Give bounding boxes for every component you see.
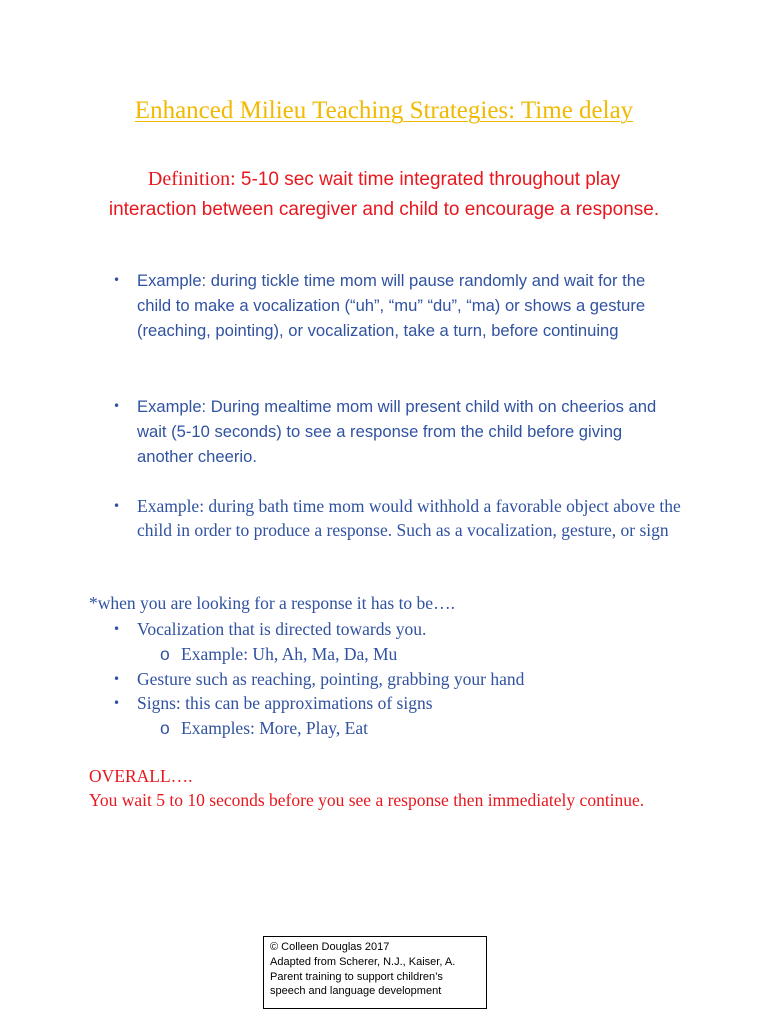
- example-text: Example: During mealtime mom will present child with on cheerios and wait (5-10 seconds) to see a response from the child before giving another cheerio.: [137, 397, 657, 466]
- citation-line: Adapted from Scherer, N.J., Kaiser, A.: [270, 955, 456, 968]
- criteria-text: Examples: More, Play, Eat: [181, 718, 368, 739]
- citation-box: [263, 936, 487, 1009]
- example-list-3: [0, 494, 682, 542]
- example-list-2: [0, 394, 677, 469]
- example-text: Example: during bath time mom would withhold a favorable object above the child in order to produce a response. Such as a vocalization, gesture, or sign: [137, 496, 681, 540]
- criteria-text: Gesture such as reaching, pointing, grabbing your hand: [137, 668, 525, 689]
- citation-line: Parent training to support children’s: [270, 970, 443, 983]
- criteria-item: [0, 617, 524, 642]
- overall-summary: [89, 764, 679, 812]
- criteria-item: [0, 667, 524, 692]
- citation-line: speech and language development: [270, 985, 442, 998]
- page-title: [0, 96, 768, 126]
- bullet-marker: •: [113, 696, 121, 711]
- criteria-text: Vocalization that is directed towards you.: [137, 619, 427, 639]
- criteria-subitem: [0, 716, 524, 741]
- bullet-marker: •: [113, 622, 121, 636]
- criteria-list: [0, 617, 524, 741]
- sub-bullet-marker: o: [160, 718, 170, 739]
- criteria-text: Signs: this can be approximations of signs: [137, 693, 433, 714]
- example-item: [0, 268, 677, 343]
- criteria-subitem: [0, 642, 524, 667]
- definition-label: Definition:: [147, 168, 236, 190]
- bullet-marker: •: [113, 273, 121, 287]
- citation-line: © Colleen Douglas 2017: [270, 941, 390, 953]
- overall-heading: OVERALL….: [89, 766, 193, 786]
- definition-paragraph: [104, 164, 664, 225]
- criteria-text: Example: Uh, Ah, Ma, Da, Mu: [181, 643, 398, 664]
- example-list-1: [0, 268, 677, 343]
- example-item: [0, 394, 677, 469]
- bullet-marker: •: [113, 399, 121, 413]
- example-text: Example: during tickle time mom will pause randomly and wait for the child to make a vocalization (“uh”, “mu” “du”, “ma) or shows a gesture (reaching, pointing), or vocalization, take a turn, before continuing: [137, 271, 646, 340]
- sub-bullet-marker: o: [160, 643, 170, 664]
- criteria-intro: *when you are looking for a response it has to be….: [89, 593, 455, 613]
- criteria-item: [0, 691, 524, 716]
- bullet-marker: •: [113, 671, 121, 686]
- example-item: [0, 494, 682, 542]
- overall-text: You wait 5 to 10 seconds before you see a response then immediately continue.: [89, 790, 645, 810]
- bullet-marker: •: [113, 499, 121, 513]
- definition-text: 5-10 sec wait time integrated throughout play interaction between caregiver and child to encourage a response.: [108, 169, 660, 220]
- page-title-text: Enhanced Milieu Teaching Strategies: Time delay: [134, 97, 634, 124]
